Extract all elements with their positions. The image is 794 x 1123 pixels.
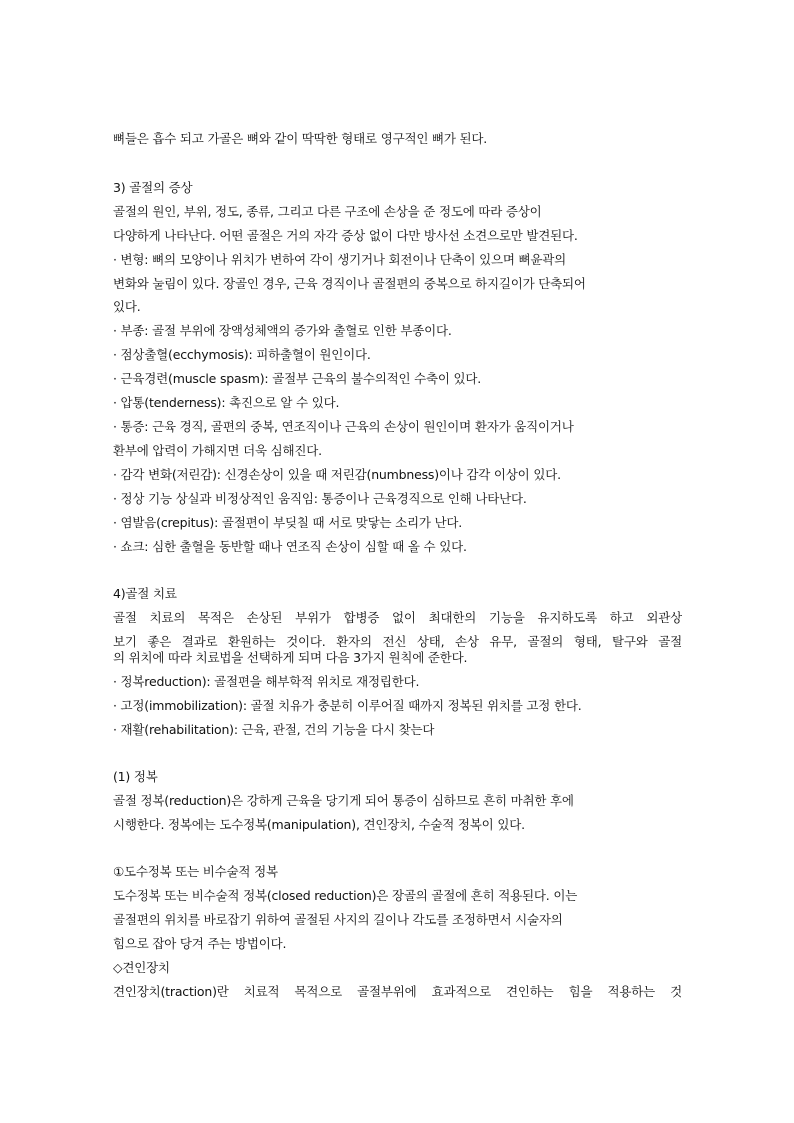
section-heading: 3) 골절의 증상 — [113, 180, 193, 195]
text-line: 힘으로 잡아 당겨 주는 방법이다. — [113, 936, 287, 951]
list-item: · 근육경련(muscle spasm): 골절부 근육의 불수의적인 수축이 있다. — [113, 371, 482, 386]
list-item: · 염발음(crepitus): 골절편이 부딪칠 때 서로 맞닿는 소리가 난다. — [113, 515, 463, 530]
text-line: 뼈들은 흡수 되고 가골은 뼈와 같이 딱딱한 형태로 영구적인 뼈가 된다. — [113, 131, 488, 146]
list-item: · 부종: 골절 부위에 장액성체액의 증가와 출혈로 인한 부종이다. — [113, 323, 452, 338]
list-item: · 정상 기능 상실과 비정상적인 움직임: 통증이나 근육경직으로 인해 나타난다. — [113, 491, 527, 506]
text-line: 있다. — [113, 299, 141, 314]
section-heading: ◇견인장치 — [113, 960, 170, 975]
list-item: · 변형: 뼈의 모양이나 위치가 변하여 각이 생기거나 회전이나 단축이 있으며 뼈윤곽의 — [113, 252, 567, 267]
section-heading: ①도수정복 또는 비수술적 정복 — [113, 864, 278, 879]
list-item: · 감각 변화(저린감): 신경손상이 있을 때 저린감(numbness)이나 감각 이상이 있다. — [113, 467, 561, 482]
list-item: · 압통(tenderness): 촉진으로 알 수 있다. — [113, 395, 340, 410]
section-heading: (1) 정복 — [113, 769, 158, 784]
text-line: 골절의 원인, 부위, 정도, 종류, 그리고 다른 구조에 손상을 준 정도에 따라 증상이 — [113, 204, 542, 219]
text-line: 골절편의 위치를 바로잡기 위하여 골절된 사지의 길이나 각도를 조정하면서 시술자의 — [113, 912, 563, 927]
section-heading: 4)골절 치료 — [113, 586, 177, 601]
text-line: 도수정복 또는 비수술적 정복(closed reduction)은 장골의 골절에 흔히 적용된다. 이는 — [113, 888, 578, 903]
text-line: 골절 치료의 목적은 손상된 부위가 합병증 없이 최대한의 기능을 유지하도록 하고 외관상 — [113, 610, 682, 625]
text-line: 다양하게 나타난다. 어떤 골절은 거의 자각 증상 없이 다만 방사선 소견으로만 발견된다. — [113, 228, 578, 243]
text-line: 환부에 압력이 가해지면 더욱 심해진다. — [113, 443, 322, 458]
text-line: 변화와 눌림이 있다. 장골인 경우, 근육 경직이나 골절편의 중복으로 하지길이가 단축되어 — [113, 276, 586, 291]
list-item: · 쇼크: 심한 출혈을 동반할 때나 연조직 손상이 심할 때 올 수 있다. — [113, 539, 467, 554]
list-item: · 정복reduction): 골절편을 해부학적 위치로 재정립한다. — [113, 674, 420, 689]
text-line: 견인장치(traction)란 치료적 목적으로 골절부위에 효과적으로 견인하는 힘을 적용하는 것 — [113, 984, 682, 999]
list-item: · 점상출혈(ecchymosis): 피하출혈이 원인이다. — [113, 347, 371, 362]
text-line: 골절 정복(reduction)은 강하게 근육을 당기게 되어 통증이 심하므로 흔히 마취한 후에 — [113, 793, 574, 808]
text-line: 의 위치에 따라 치료법을 선택하게 되며 다음 3가지 원칙에 준한다. — [113, 650, 468, 665]
list-item: · 재활(rehabilitation): 근육, 관절, 건의 기능을 다시 찾는다 — [113, 722, 435, 737]
list-item: · 통증: 근육 경직, 골편의 중복, 연조직이나 근육의 손상이 원인이며 환자가 움직이거나 — [113, 419, 574, 434]
text-line: 시행한다. 정복에는 도수정복(manipulation), 견인장치, 수술적 정복이 있다. — [113, 817, 525, 832]
list-item: · 고정(immobilization): 골절 치유가 충분히 이루어질 때까지 정복된 위치를 고정 한다. — [113, 698, 582, 713]
text-line: 보기 좋은 결과로 환원하는 것이다. 환자의 전신 상태, 손상 유무, 골절의 형태, 탈구와 골절 — [113, 634, 682, 649]
